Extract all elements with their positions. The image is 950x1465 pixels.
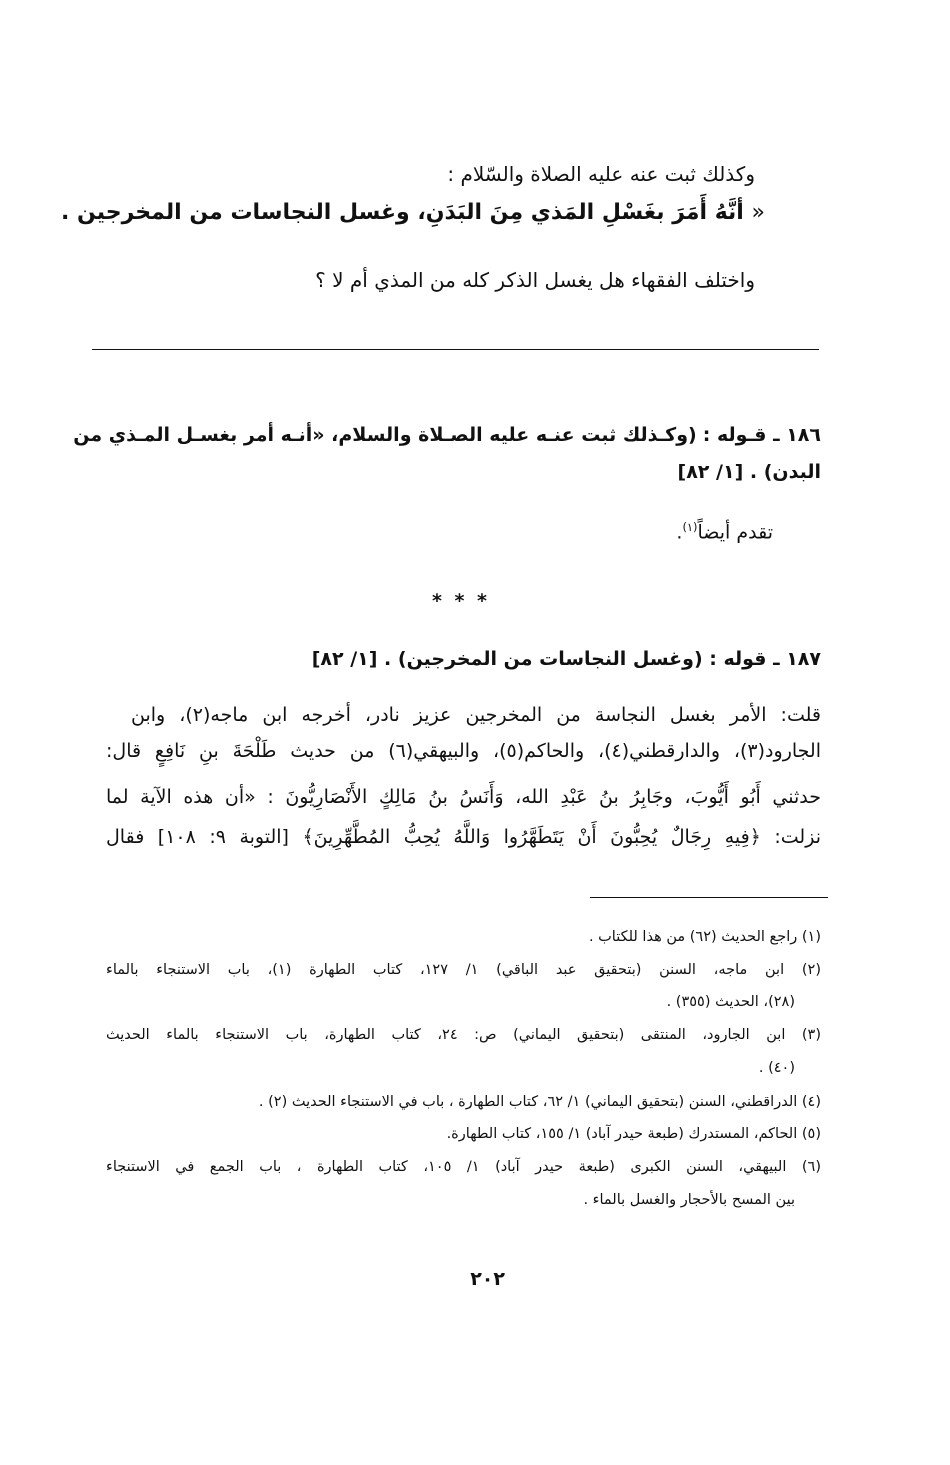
entry-186-note [676, 520, 773, 543]
entry-187-number: ١٨٧ ـ قوله : [709, 648, 821, 670]
top-line-3: واختلف الفقهاء هل يغسل الذكر كله من المذي أم لا ؟ [315, 268, 755, 292]
footnote-ref-1: (١) [682, 520, 698, 534]
footnote-5: (٥) الحاكم، المستدرك (طبعة حيدر آباد) ١/ ١٥٥، كتاب الطهارة. [446, 1126, 821, 1142]
entry-186-line-2: البدن) . [١/ ٨٢] [677, 461, 821, 483]
footnote-2-continued: (٢٨)، الحديث (٣٥٥) . [666, 994, 795, 1010]
footnote-3: (٣) ابن الجارود، المنتقى (بتحقيق اليماني) ص: ٢٤، كتاب الطهارة، باب الاستنجاء بالماء الحديث [106, 1027, 822, 1043]
section-separator: * * * [431, 590, 490, 612]
entry-187-paragraph-line-2: الجارود(٣)، والدارقطني(٤)، والحاكم(٥)، والبيهقي(٦) من حديث طَلْحَةَ بنِ نَافِعٍ قال: [106, 740, 821, 762]
entry-187-paragraph-line-1: قلت: الأمر بغسل النجاسة من المخرجين عزيز نادر، أخرجه ابن ماجه(٢)، وابن [131, 704, 821, 726]
top-divider [92, 349, 819, 350]
footnote-4: (٤) الدراقطني، السنن (بتحقيق اليماني) ١/ ٦٢، كتاب الطهارة ، باب في الاستنجاء الحديث (٢) . [258, 1094, 821, 1110]
page-number: ٢٠٢ [470, 1268, 505, 1290]
open-quote: « [751, 200, 765, 225]
entry-186-note-text: تقدم أيضاً [697, 521, 773, 544]
footnote-2: (٢) ابن ماجه، السنن (بتحقيق عبد الباقي) ١/ ١٢٧، كتاب الطهارة (١)، باب الاستنجاء بالماء [106, 962, 821, 978]
footnote-6: (٦) البيهقي، السنن الكبرى (طبعة حيدر آباد) ١/ ١٠٥، كتاب الطهارة ، باب الجمع في الاستنجاء [106, 1159, 821, 1175]
entry-186-quote: (وكـذلك ثبت عنـه عليه الصـلاة والسلام، «أنـه أمر بغسـل المـذي من [73, 424, 697, 446]
entry-187-title: (وغسل النجاسات من المخرجين) . [١/ ٨٢] [311, 648, 703, 670]
footnote-1: (١) راجع الحديث (٦٢) من هذا للكتاب . [588, 929, 821, 945]
footnote-3-continued: (٤٠) . [758, 1060, 795, 1076]
entry-187-paragraph-line-3: حدثني أَبُو أَيُّوبَ، وجَابِرُ بنُ عَبْدِ الله، وَأَنَسُ بنُ مَالِكٍ الأَنْصَارِيُّونَ : «أن هذه الآية لما [106, 786, 821, 808]
footnote-divider [590, 897, 828, 898]
hadith-text: أنَّهُ أَمَرَ بغَسْلِ المَذي مِنَ البَدَنِ، وغسل النجاسات من المخرجين . [60, 200, 744, 225]
entry-186-note-end: . [676, 521, 683, 544]
entry-186-number: ١٨٦ ـ قـوله : [702, 424, 821, 446]
top-line-1: وكذلك ثبت عنه عليه الصلاة والسّلام : [447, 162, 755, 186]
footnote-6-continued: بين المسح بالأحجار والغسل بالماء . [583, 1192, 795, 1208]
entry-186-line-1 [73, 424, 821, 446]
top-line-2-hadith [61, 200, 765, 225]
entry-187-heading [312, 648, 821, 670]
entry-187-paragraph-line-4: نزلت: ﴿فِيهِ رِجَالٌ يُحِبُّونَ أَنْ يَتَطَهَّرُوا وَاللَّهُ يُحِبُّ المُطَّهِّرِينَ﴾ [التوبة ٩: ١٠٨] فقال [106, 826, 821, 848]
